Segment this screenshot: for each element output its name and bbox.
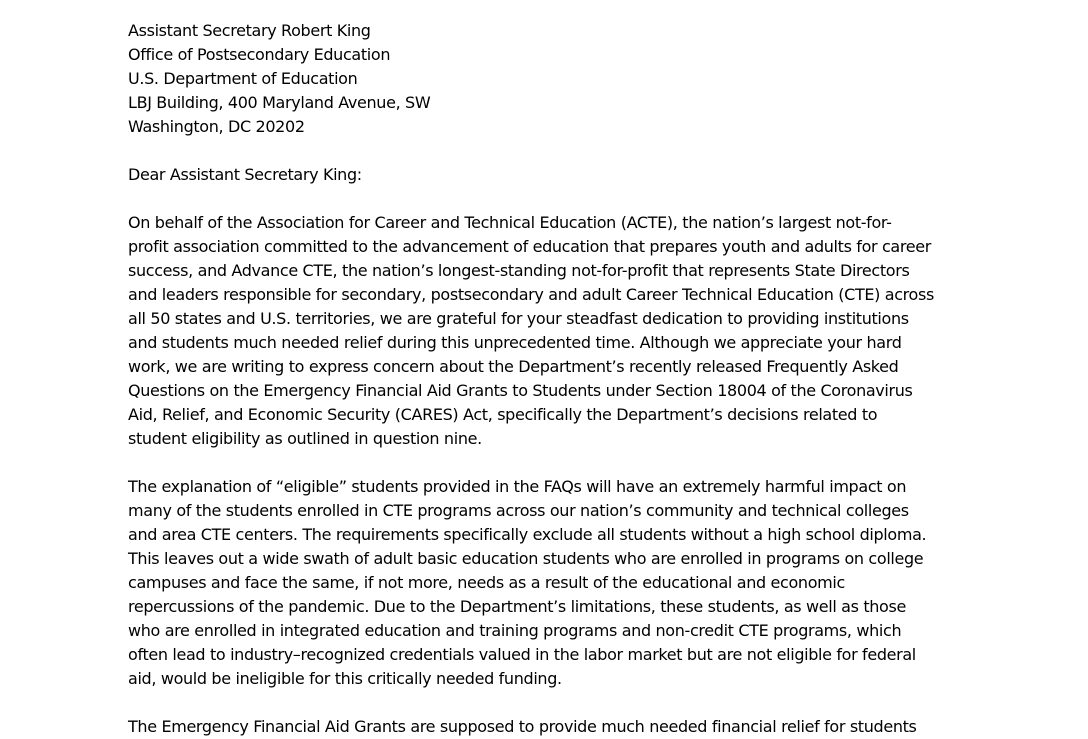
- recipient-department: U.S. Department of Education: [128, 69, 358, 88]
- paragraph-line: often lead to industry–recognized credentials valued in the labor market but are not eligible for federal: [128, 645, 916, 664]
- paragraph-line: and students much needed relief during this unprecedented time. Although we appreciate your hard: [128, 333, 902, 352]
- paragraph-line: work, we are writing to express concern about the Department’s recently released Frequently Asked: [128, 357, 899, 376]
- paragraph-grants: [128, 715, 973, 739]
- recipient-city: Washington, DC 20202: [128, 117, 305, 136]
- paragraph-line: On behalf of the Association for Career and Technical Education (ACTE), the nation’s largest not-for-: [128, 213, 892, 232]
- recipient-street: LBJ Building, 400 Maryland Avenue, SW: [128, 93, 431, 112]
- paragraph-line: aid, would be ineligible for this critically needed funding.: [128, 669, 562, 688]
- paragraph-line: The explanation of “eligible” students provided in the FAQs will have an extremely harmful impact on: [128, 477, 907, 496]
- paragraph-line: Questions on the Emergency Financial Aid Grants to Students under Section 18004 of the Coronavirus: [128, 381, 913, 400]
- recipient-office: Office of Postsecondary Education: [128, 45, 391, 64]
- paragraph-line: This leaves out a wide swath of adult basic education students who are enrolled in programs on college: [128, 549, 924, 568]
- paragraph-intro: [128, 211, 973, 451]
- paragraph-line: The Emergency Financial Aid Grants are supposed to provide much needed financial relief for students: [128, 717, 917, 736]
- paragraph-line: who are enrolled in integrated education and training programs and non-credit CTE programs, which: [128, 621, 902, 640]
- paragraph-line: and leaders responsible for secondary, postsecondary and adult Career Technical Education (CTE) across: [128, 285, 934, 304]
- paragraph-line: Aid, Relief, and Economic Security (CARES) Act, specifically the Department’s decisions related to: [128, 405, 878, 424]
- recipient-address: [128, 19, 973, 139]
- paragraph-line: many of the students enrolled in CTE programs across our nation’s community and technical colleges: [128, 501, 909, 520]
- paragraph-line: campuses and face the same, if not more, needs as a result of the educational and economic: [128, 573, 845, 592]
- recipient-name: Assistant Secretary Robert King: [128, 21, 371, 40]
- paragraph-line: profit association committed to the advancement of education that prepares youth and adults for career: [128, 237, 931, 256]
- paragraph-line: success, and Advance CTE, the nation’s longest-standing not-for-profit that represents State Directors: [128, 261, 910, 280]
- letter-body: [128, 19, 973, 739]
- paragraph-eligibility: [128, 475, 973, 691]
- paragraph-line: repercussions of the pandemic. Due to the Department’s limitations, these students, as well as those: [128, 597, 906, 616]
- paragraph-line: and area CTE centers. The requirements specifically exclude all students without a high school diploma.: [128, 525, 927, 544]
- paragraph-line: all 50 states and U.S. territories, we are grateful for your steadfast dedication to providing institutions: [128, 309, 909, 328]
- salutation: Dear Assistant Secretary King:: [128, 165, 362, 184]
- paragraph-line: student eligibility as outlined in question nine.: [128, 429, 482, 448]
